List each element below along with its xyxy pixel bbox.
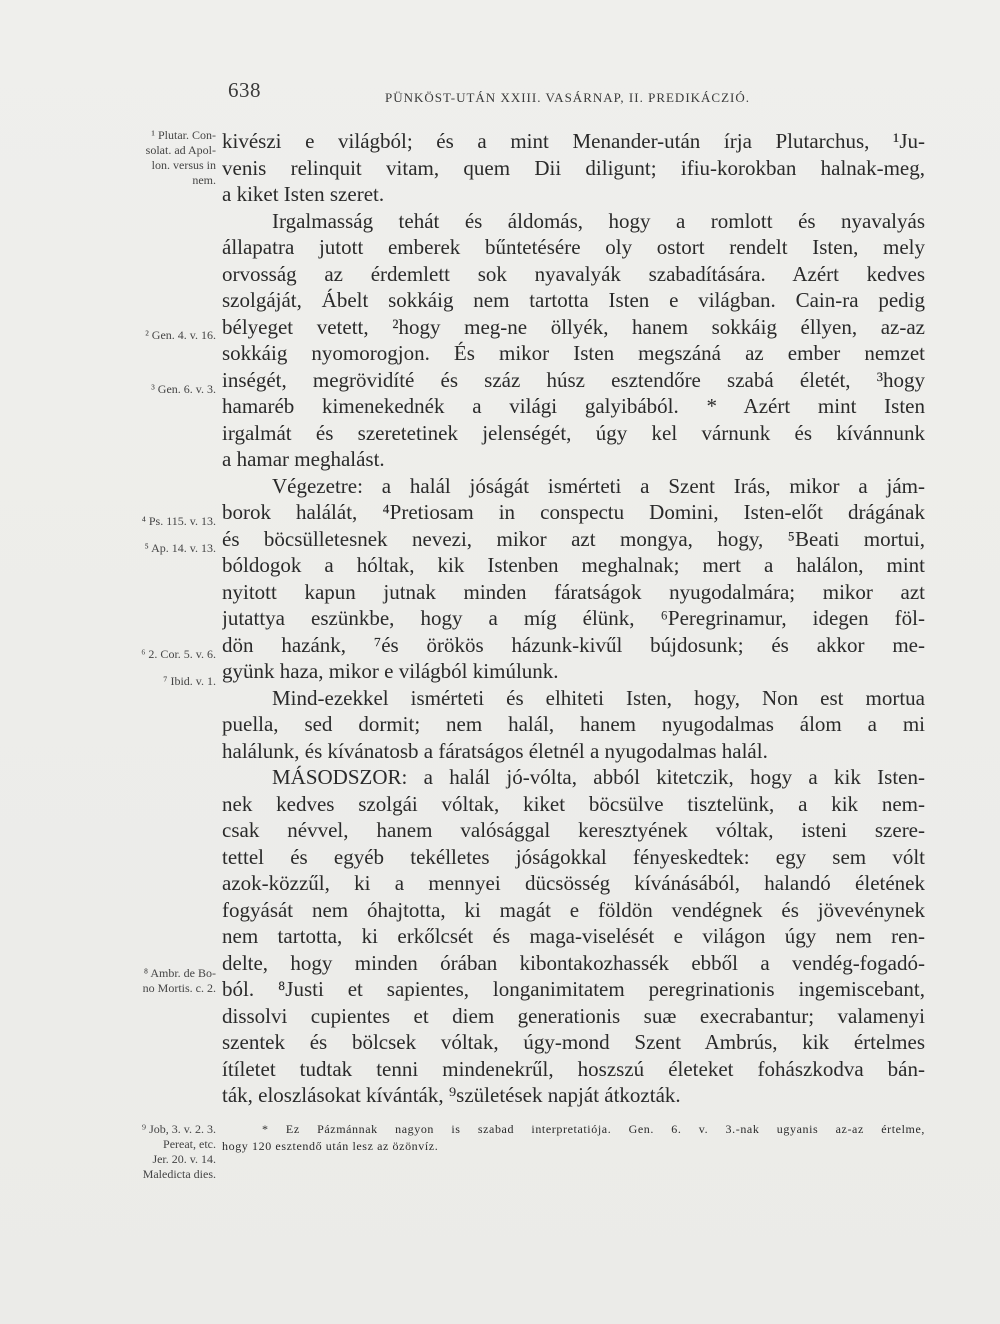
page-number: 638 (228, 78, 261, 102)
text-line: orvosság az érdemlett sok nyavalyák szabadítására. Azért kedves (222, 261, 925, 286)
text-line: ták, eloszlásokat kívánták, ⁹születések napját átkozták. (222, 1083, 681, 1107)
margin-note: ³ Gen. 6. v. 3. (151, 382, 216, 396)
running-title: PÜNKÖST-UTÁN XXIII. VASÁRNAP, II. PREDIKÁCZIÓ. (385, 90, 751, 105)
text-line: a kiket Isten szeret. (222, 182, 385, 206)
margin-note: ⁸ Ambr. de Bo- no Mortis. c. 2. (142, 966, 216, 995)
text-line: és böcsülletesnek nevezi, mikor azt mongya, hogy, ⁵Beati mortui, (222, 526, 925, 551)
page-header (0, 78, 1000, 108)
text-line: ítíletet tudtak tenni mindenekrűl, hoszszú életeket fohászkodva bán- (222, 1056, 925, 1081)
text-line: puella, sed dormit; nem halál, hanem nyugodalmas álom a mi (222, 712, 925, 736)
margin-note: ⁶ 2. Cor. 5. v. 6. (141, 647, 216, 661)
footnote-separator (222, 1109, 925, 1121)
text-line: nyitott kapun jutnak minden fáratságok nyugodalmára; mikor azt (222, 579, 925, 604)
text-line: dön hazánk, ⁷és örökös házunk-kivűl bújdosunk; és akkor me- (222, 632, 925, 657)
text-line: inségét, megrövidíté és száz húsz esztendőre szabá életét, ³hogy (222, 367, 925, 392)
text-line: a hamar meghalást. (222, 447, 385, 471)
text-line: bóldogok a hóltak, kik Istenben meghalnak; mert a halálon, mint (222, 553, 925, 577)
text-line: jutattya eszünkbe, hogy a míg élünk, ⁶Peregrinamur, idegen föl- (222, 606, 925, 630)
text-line: ból. ⁸Justi et sapientes, longanimitatem peregrinationis ingemiscebant, (222, 977, 925, 1001)
text-line: Irgalmasság tehát és áldomás, hogy a romlott és nyavalyás (272, 208, 925, 233)
footnote-line: hogy 120 esztendő után lesz az özönvíz. (222, 1138, 439, 1153)
text-line: bélyeget vetett, ²hogy meg-ne öllyék, hanem sokkáig éllyen, az-az (222, 314, 925, 339)
text-line: kivészi e világból; és a mint Menander-után írja Plutarchus, ¹Ju- (222, 129, 925, 153)
text-line: nem tartotta, ki erkőlcsét és maga-viselését e világon úgy nem ren- (222, 924, 925, 948)
text-line: csak névvel, hanem valósággal keresztyének vóltak, isteni szere- (222, 818, 925, 842)
margin-note: ⁷ Ibid. v. 1. (163, 674, 216, 688)
text-line: nek kedves szolgái vóltak, kiket böcsülve tisztelünk, a kik nem- (222, 791, 925, 816)
text-line: dissolvi cupientes et diem generationis suæ execrabantur; valamenyi (222, 1003, 925, 1028)
text-line: halálunk, és kívánatosb a fáratságos életnél a nyugodalmas halál. (222, 738, 768, 763)
text-line: azok-közzűl, ki a mennyei dücsösség kívánásából, halandó életének (222, 871, 925, 895)
text-line: Mind-ezekkel ismérteti és elhiteti Isten, hogy, Non est mortua (272, 685, 925, 710)
margin-note: ⁵ Ap. 14. v. 13. (144, 541, 216, 555)
text-line: állapatra jutott emberek bűntetésére oly ostort rendelt Isten, mely (222, 235, 925, 259)
text-line: hamaréb kimenekednék a világi galyibából. * Azért mint Isten (222, 394, 925, 418)
text-line: irgalmát és szeretetinek jelenségét, úgy kel várnunk és kívánnunk (222, 420, 925, 445)
text-line: fogyását nem óhajtotta, ki magát e földön vendégnek és jövevénynek (222, 897, 925, 922)
text-line: borok halálát, ⁴Pretiosam in conspectu Domini, Isten-előt drágának (222, 500, 925, 524)
margin-note: ⁴ Ps. 115. v. 13. (141, 514, 216, 528)
margin-note: ² Gen. 4. v. 16. (145, 328, 216, 342)
text-line: szentek és bölcsek vóltak, úgy-mond Szent Ambrús, kik értelmes (222, 1030, 925, 1054)
text-line: gyünk haza, mikor e világból kimúlunk. (222, 659, 559, 683)
text-line: tettel és egyéb tekélletes jóságokkal fényeskedtek: egy sem vólt (222, 844, 925, 869)
text-line: delte, hogy minden órában kibontakozhassék ebből a vendég-fogadó- (222, 950, 925, 975)
margin-note: ¹ Plutar. Con- solat. ad Apol- lon. versus in nem. (145, 128, 216, 187)
footnote-line: * Ez Pázmánnak nagyon is szabad interpretatiója. Gen. 6. v. 3.-nak ugyanis az-az értelme, (262, 1121, 925, 1136)
text-line: sokkáig nyomorogjon. És mikor Isten megszáná az ember nemzet (222, 341, 925, 365)
text-line: venis relinquit vitam, quem Dii diligunt; ifiu-korokban halnak-meg, (222, 155, 925, 180)
body-text (222, 128, 925, 1155)
text-line: szolgáját, Ábelt sokkáig nem tartotta Isten e világban. Cain-ra pedig (222, 288, 925, 312)
margin-note: ⁹ Job, 3. v. 2. 3. Pereat, etc. Jer. 20. v. 14. Maledicta dies. (141, 1122, 216, 1181)
text-line: Végezetre: a halál jóságát ismérteti a Szent Irás, mikor a jám- (272, 473, 925, 498)
text-line: MÁSODSZOR: a halál jó-vólta, abból kitetczik, hogy a kik Isten- (272, 765, 925, 789)
